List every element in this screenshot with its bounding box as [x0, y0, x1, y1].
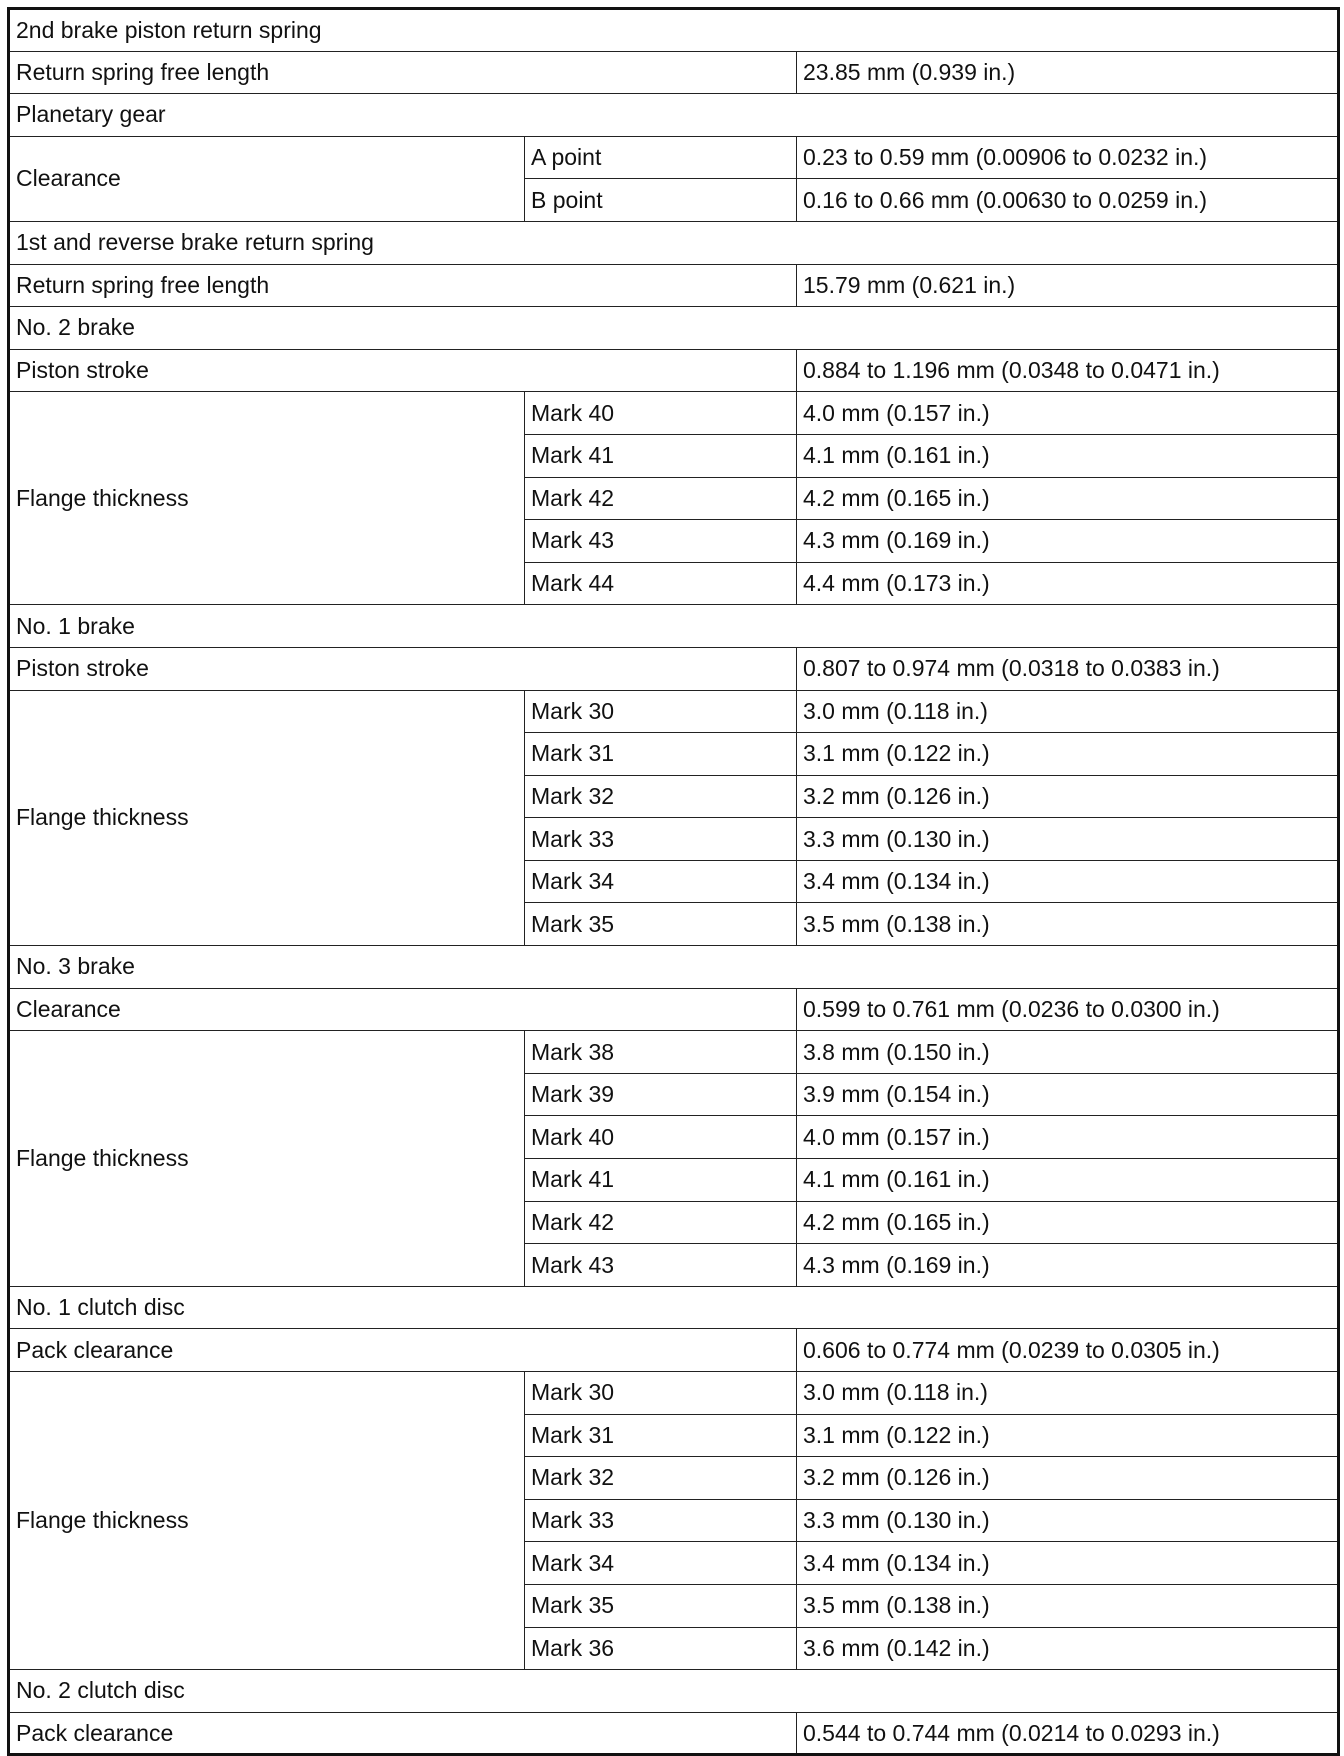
- label-cell: Mark 41: [525, 434, 797, 477]
- label-cell: Piston stroke: [9, 349, 797, 392]
- table-row: [9, 307, 1339, 350]
- value-cell: 0.884 to 1.196 mm (0.0348 to 0.0471 in.): [797, 349, 1339, 392]
- value-cell: 3.5 mm (0.138 in.): [797, 1584, 1339, 1627]
- label-cell: Mark 35: [525, 1584, 797, 1627]
- label-cell: A point: [525, 136, 797, 179]
- label-cell: Mark 30: [525, 1372, 797, 1415]
- value-cell: 0.807 to 0.974 mm (0.0318 to 0.0383 in.): [797, 647, 1339, 690]
- label-cell: Pack clearance: [9, 1329, 797, 1372]
- label-cell: Pack clearance: [9, 1712, 797, 1755]
- value-cell: 3.3 mm (0.130 in.): [797, 1499, 1339, 1542]
- table-row: [9, 1286, 1339, 1329]
- label-cell: Mark 42: [525, 1201, 797, 1244]
- label-cell: Mark 36: [525, 1627, 797, 1670]
- value-cell: 3.0 mm (0.118 in.): [797, 690, 1339, 733]
- label-cell: Mark 39: [525, 1073, 797, 1116]
- label-cell: B point: [525, 179, 797, 222]
- value-cell: 3.5 mm (0.138 in.): [797, 903, 1339, 946]
- label-cell: Mark 32: [525, 1457, 797, 1500]
- section-header-cell: 1st and reverse brake return spring: [9, 221, 1339, 264]
- label-cell: Flange thickness: [9, 1372, 525, 1670]
- label-cell: Return spring free length: [9, 264, 797, 307]
- value-cell: 4.2 mm (0.165 in.): [797, 477, 1339, 520]
- section-header-cell: Planetary gear: [9, 94, 1339, 137]
- label-cell: Return spring free length: [9, 51, 797, 94]
- label-cell: Mark 34: [525, 860, 797, 903]
- value-cell: 3.9 mm (0.154 in.): [797, 1073, 1339, 1116]
- table-row: [9, 946, 1339, 989]
- value-cell: 3.2 mm (0.126 in.): [797, 775, 1339, 818]
- label-cell: Clearance: [9, 136, 525, 221]
- label-cell: Flange thickness: [9, 392, 525, 605]
- label-cell: Mark 35: [525, 903, 797, 946]
- section-header-cell: No. 3 brake: [9, 946, 1339, 989]
- label-cell: Mark 31: [525, 1414, 797, 1457]
- label-cell: Mark 43: [525, 520, 797, 563]
- value-cell: 4.1 mm (0.161 in.): [797, 434, 1339, 477]
- table-row: [9, 392, 1339, 435]
- value-cell: 3.1 mm (0.122 in.): [797, 733, 1339, 776]
- table-row: [9, 988, 1339, 1031]
- table-row: [9, 94, 1339, 137]
- label-cell: Mark 40: [525, 392, 797, 435]
- label-cell: Piston stroke: [9, 647, 797, 690]
- value-cell: 23.85 mm (0.939 in.): [797, 51, 1339, 94]
- specification-table: [7, 7, 1340, 1756]
- table-row: [9, 264, 1339, 307]
- table-row: [9, 349, 1339, 392]
- table-row: [9, 136, 1339, 179]
- value-cell: 4.2 mm (0.165 in.): [797, 1201, 1339, 1244]
- value-cell: 3.8 mm (0.150 in.): [797, 1031, 1339, 1074]
- table-row: [9, 1031, 1339, 1074]
- specification-table-body: [9, 9, 1339, 1755]
- value-cell: 4.1 mm (0.161 in.): [797, 1159, 1339, 1202]
- table-row: [9, 51, 1339, 94]
- value-cell: 4.0 mm (0.157 in.): [797, 1116, 1339, 1159]
- label-cell: Mark 42: [525, 477, 797, 520]
- label-cell: Mark 34: [525, 1542, 797, 1585]
- value-cell: 3.4 mm (0.134 in.): [797, 1542, 1339, 1585]
- value-cell: 4.3 mm (0.169 in.): [797, 520, 1339, 563]
- table-row: [9, 1712, 1339, 1755]
- section-header-cell: No. 1 brake: [9, 605, 1339, 648]
- label-cell: Mark 44: [525, 562, 797, 605]
- value-cell: 3.6 mm (0.142 in.): [797, 1627, 1339, 1670]
- label-cell: Mark 32: [525, 775, 797, 818]
- value-cell: 3.1 mm (0.122 in.): [797, 1414, 1339, 1457]
- label-cell: Flange thickness: [9, 690, 525, 946]
- label-cell: Mark 43: [525, 1244, 797, 1287]
- table-row: [9, 690, 1339, 733]
- value-cell: 3.3 mm (0.130 in.): [797, 818, 1339, 861]
- table-row: [9, 647, 1339, 690]
- value-cell: 3.0 mm (0.118 in.): [797, 1372, 1339, 1415]
- section-header-cell: 2nd brake piston return spring: [9, 9, 1339, 52]
- label-cell: Mark 40: [525, 1116, 797, 1159]
- table-row: [9, 1670, 1339, 1713]
- value-cell: 0.599 to 0.761 mm (0.0236 to 0.0300 in.): [797, 988, 1339, 1031]
- label-cell: Mark 38: [525, 1031, 797, 1074]
- value-cell: 0.544 to 0.744 mm (0.0214 to 0.0293 in.): [797, 1712, 1339, 1755]
- value-cell: 0.606 to 0.774 mm (0.0239 to 0.0305 in.): [797, 1329, 1339, 1372]
- table-row: [9, 1372, 1339, 1415]
- label-cell: Mark 30: [525, 690, 797, 733]
- table-row: [9, 221, 1339, 264]
- value-cell: 3.4 mm (0.134 in.): [797, 860, 1339, 903]
- value-cell: 4.3 mm (0.169 in.): [797, 1244, 1339, 1287]
- value-cell: 0.23 to 0.59 mm (0.00906 to 0.0232 in.): [797, 136, 1339, 179]
- label-cell: Mark 41: [525, 1159, 797, 1202]
- table-row: [9, 605, 1339, 648]
- label-cell: Mark 33: [525, 818, 797, 861]
- table-row: [9, 9, 1339, 52]
- value-cell: 4.0 mm (0.157 in.): [797, 392, 1339, 435]
- section-header-cell: No. 2 brake: [9, 307, 1339, 350]
- value-cell: 15.79 mm (0.621 in.): [797, 264, 1339, 307]
- label-cell: Mark 31: [525, 733, 797, 776]
- value-cell: 3.2 mm (0.126 in.): [797, 1457, 1339, 1500]
- value-cell: 4.4 mm (0.173 in.): [797, 562, 1339, 605]
- label-cell: Flange thickness: [9, 1031, 525, 1287]
- label-cell: Mark 33: [525, 1499, 797, 1542]
- label-cell: Clearance: [9, 988, 797, 1031]
- section-header-cell: No. 2 clutch disc: [9, 1670, 1339, 1713]
- value-cell: 0.16 to 0.66 mm (0.00630 to 0.0259 in.): [797, 179, 1339, 222]
- table-row: [9, 1329, 1339, 1372]
- section-header-cell: No. 1 clutch disc: [9, 1286, 1339, 1329]
